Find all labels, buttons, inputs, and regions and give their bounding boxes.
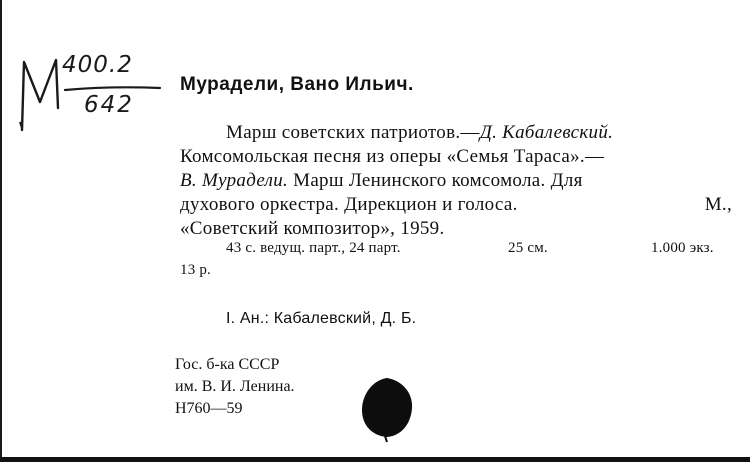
composer-text: Д. Кабалевский. xyxy=(479,122,614,143)
place-text: М., xyxy=(704,194,732,215)
author-heading: Мурадели, Вано Ильич. xyxy=(180,74,414,95)
shelfmark-bottom: 642 xyxy=(84,92,134,118)
physical-pages: 43 с. ведущ. парт., 24 парт. xyxy=(226,240,401,256)
stamp-line-1: Гос. б-ка СССР xyxy=(175,356,280,373)
description-line-5: «Советский композитор», 1959. xyxy=(180,218,445,239)
composer-2-text: В. Мурадели. xyxy=(180,170,289,191)
card-bottom-edge xyxy=(0,457,750,462)
description-line-1 xyxy=(226,122,613,144)
price: 13 р. xyxy=(180,262,211,278)
stamp-line-2: им. В. И. Ленина. xyxy=(175,378,295,395)
description-line-3 xyxy=(180,170,732,192)
format-text: духового оркестра. Дирекцион и голоса. xyxy=(180,194,518,215)
card-left-edge xyxy=(0,0,2,462)
added-entry: I. Ан.: Кабалевский, Д. Б. xyxy=(226,310,417,327)
title-2-text: Марш Ленинского комсомола. Для xyxy=(293,170,583,191)
shelfmark xyxy=(10,48,170,138)
title-text: Марш советских патриотов.— xyxy=(226,122,480,143)
shelfmark-top: 400.2 xyxy=(62,52,133,78)
description-line-4 xyxy=(180,194,732,216)
description-line-2: Комсомольская песня из оперы «Семья Тараса».— xyxy=(180,146,605,167)
physical-size: 25 см. xyxy=(508,240,548,256)
stamp-line-3: Н760—59 xyxy=(175,400,243,417)
physical-copies: 1.000 экз. xyxy=(651,240,714,256)
ink-blot xyxy=(357,374,417,444)
